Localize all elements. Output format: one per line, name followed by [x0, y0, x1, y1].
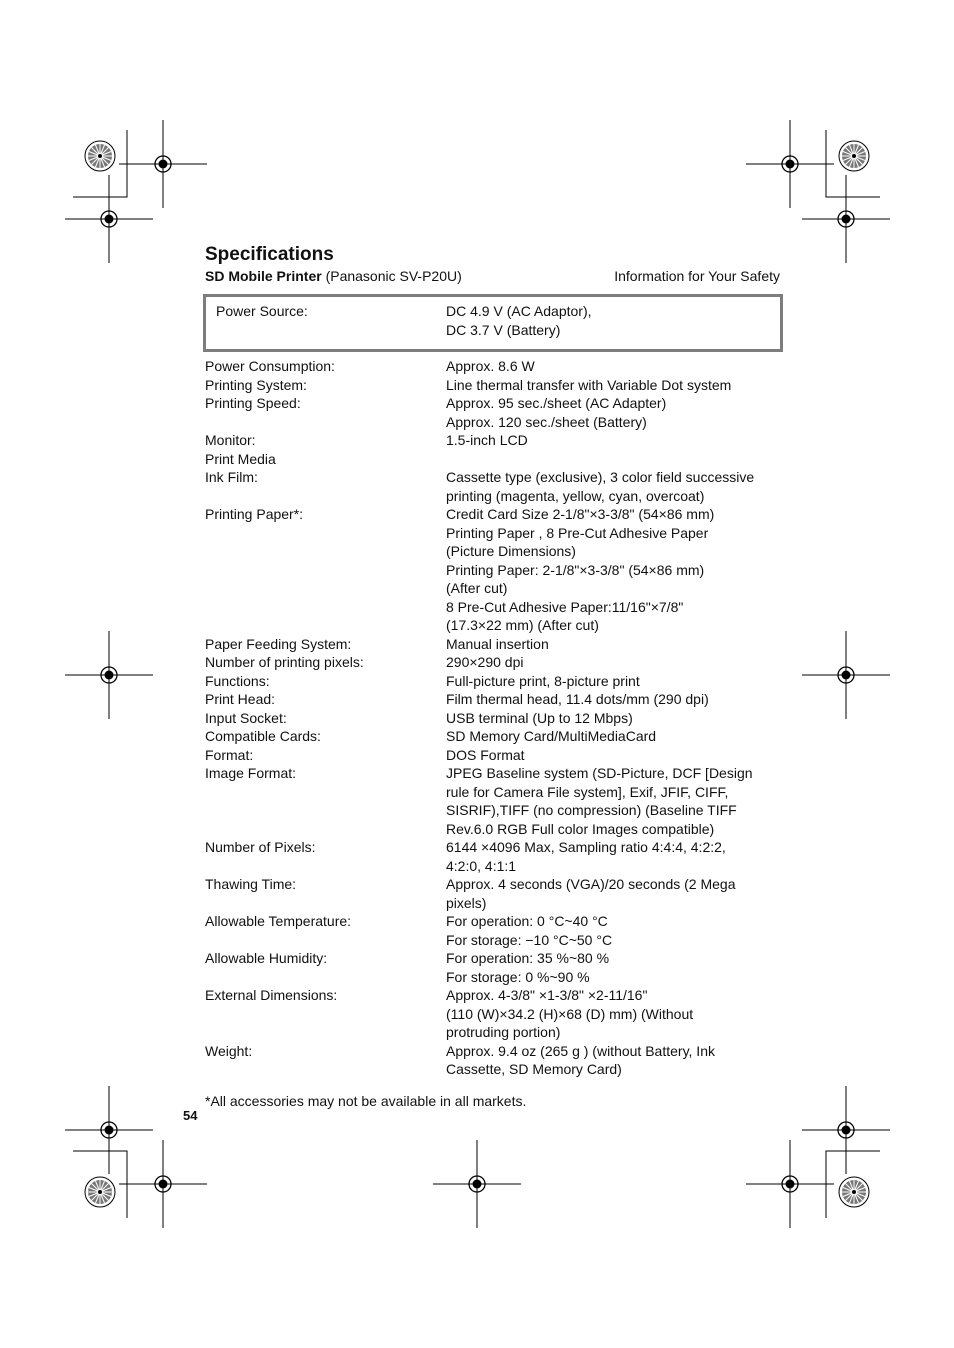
spec-label: Paper Feeding System:: [205, 635, 352, 652]
spec-label: Printing Speed:: [205, 395, 301, 411]
spec-label: Power Source:: [216, 303, 308, 319]
spec-label: Printing Paper*:: [205, 506, 304, 522]
crosshair-icon: [433, 1140, 521, 1228]
spec-value: [446, 746, 781, 765]
spec-value: [446, 302, 781, 339]
spec-value: [446, 468, 781, 505]
spec-label: Format:: [205, 746, 254, 763]
spec-value-line: DC 4.9 V (AC Adaptor),: [446, 303, 592, 319]
crosshair-icon: [802, 631, 890, 719]
spec-value-line: printing (magenta, yellow, cyan, overcoat): [446, 487, 705, 504]
spec-value-line: For storage: −10 °C~50 °C: [446, 931, 613, 948]
spec-value-line: (After cut): [446, 580, 508, 596]
spec-value: [446, 357, 781, 376]
section-label: Information for Your Safety: [614, 268, 780, 284]
spec-value: [446, 875, 781, 912]
spec-value-line: Rev.6.0 RGB Full color Images compatible): [446, 820, 715, 837]
crosshair-icon: [119, 1140, 207, 1228]
spec-value: [446, 653, 781, 672]
spec-value-line: Manual insertion: [446, 635, 549, 652]
spec-value: [446, 1042, 781, 1079]
spec-value-line: rule for Camera File system], Exif, JFIF, CIFF,: [446, 783, 729, 800]
spec-value-line: Approx. 95 sec./sheet (AC Adapter): [446, 395, 667, 411]
page-number: 54: [183, 1108, 198, 1123]
spec-value-line: SISRIF),TIFF (no compression) (Baseline TIFF: [446, 802, 737, 818]
spec-label: Number of Pixels:: [205, 839, 316, 855]
spec-value-line: Cassette type (exclusive), 3 color field successive: [446, 469, 755, 485]
spec-value-line: For storage: 0 %~90 %: [446, 968, 590, 985]
spec-value-line: USB terminal (Up to 12 Mbps): [446, 709, 633, 726]
spec-value-line: (110 (W)×34.2 (H)×68 (D) mm) (Without: [446, 1005, 694, 1022]
spec-value-line: [446, 450, 781, 469]
spec-value-line: SD Memory Card/MultiMediaCard: [446, 728, 657, 744]
spec-label: Printing System:: [205, 376, 307, 393]
product-model: (Panasonic SV-P20U): [321, 268, 462, 284]
product-name: SD Mobile Printer: [205, 268, 322, 284]
spec-value-line: JPEG Baseline system (SD-Picture, DCF [Design: [446, 765, 753, 781]
spec-value-line: DC 3.7 V (Battery): [446, 321, 561, 338]
spec-value-line: 6144 ×4096 Max, Sampling ratio 4:4:4, 4:2:2,: [446, 839, 726, 855]
spec-value-line: Printing Paper: 2-1/8"×3-3/8" (54×86 mm): [446, 561, 705, 578]
spec-value-line: 4:2:0, 4:1:1: [446, 857, 517, 874]
spec-value-line: Approx. 8.6 W: [446, 358, 535, 374]
crosshair-icon: [65, 175, 153, 263]
spec-value-line: Film thermal head, 11.4 dots/mm (290 dpi): [446, 691, 709, 707]
spec-label: External Dimensions:: [205, 987, 338, 1003]
spec-label: Compatible Cards:: [205, 728, 321, 744]
spec-value-line: Approx. 9.4 oz (265 g ) (without Battery, Ink: [446, 1042, 715, 1059]
spec-value-line: (17.3×22 mm) (After cut): [446, 617, 599, 633]
spec-label: Allowable Temperature:: [205, 913, 352, 929]
product-line: [205, 268, 462, 284]
spec-value-line: (Picture Dimensions): [446, 543, 576, 559]
spec-value-line: For operation: 35 %~80 %: [446, 950, 610, 966]
spec-value-line: Cassette, SD Memory Card): [446, 1061, 622, 1077]
spec-value-line: Full-picture print, 8-picture print: [446, 672, 640, 689]
spec-value-line: DOS Format: [446, 746, 525, 763]
spec-label: Print Head:: [205, 691, 276, 707]
spec-label: Image Format:: [205, 765, 297, 781]
spec-value: [446, 912, 781, 949]
spec-value: [446, 635, 781, 654]
spec-value: [446, 431, 781, 450]
page-title: Specifications: [205, 244, 334, 265]
spec-label: Weight:: [205, 1042, 253, 1059]
spec-value-line: pixels): [446, 894, 487, 911]
registration-rosette-icon: [85, 141, 115, 171]
spec-label: Print Media: [205, 450, 276, 467]
spec-label: Thawing Time:: [205, 876, 297, 892]
spec-value: [446, 394, 781, 431]
spec-label: Ink Film:: [205, 469, 258, 485]
spec-value: [446, 450, 781, 469]
spec-value: [446, 949, 781, 986]
spec-label: Power Consumption:: [205, 358, 335, 374]
spec-value-line: 290×290 dpi: [446, 654, 524, 670]
spec-value-line: Credit Card Size 2-1/8"×3-3/8" (54×86 mm): [446, 506, 715, 522]
crosshair-icon: [746, 120, 834, 208]
spec-value-line: Approx. 120 sec./sheet (Battery): [446, 413, 647, 430]
crosshair-icon: [802, 1086, 890, 1174]
spec-value-line: Approx. 4 seconds (VGA)/20 seconds (2 Mega: [446, 876, 736, 892]
spec-value: [446, 690, 781, 709]
spec-value-line: Approx. 4-3/8" ×1-3/8" ×2-11/16": [446, 987, 648, 1003]
spec-label: Monitor:: [205, 432, 256, 448]
spec-value: [446, 986, 781, 1042]
crosshair-icon: [746, 1140, 834, 1228]
spec-value-line: For operation: 0 °C~40 °C: [446, 913, 608, 929]
spec-value: [446, 838, 781, 875]
spec-label: Functions:: [205, 672, 270, 689]
spec-value: [446, 505, 781, 635]
crosshair-icon: [65, 631, 153, 719]
spec-value: [446, 672, 781, 691]
crosshair-icon: [119, 120, 207, 208]
spec-value-line: 8 Pre-Cut Adhesive Paper:11/16"×7/8": [446, 598, 684, 615]
crosshair-icon: [65, 1086, 153, 1174]
footnote: *All accessories may not be available in all markets.: [205, 1093, 527, 1109]
crosshair-icon: [802, 175, 890, 263]
spec-value-line: Printing Paper , 8 Pre-Cut Adhesive Paper: [446, 524, 709, 541]
spec-value: [446, 727, 781, 746]
spec-value: [446, 376, 781, 395]
spec-label: Allowable Humidity:: [205, 950, 328, 966]
spec-value: [446, 764, 781, 838]
registration-rosette-icon: [839, 141, 869, 171]
spec-value-line: 1.5-inch LCD: [446, 432, 528, 448]
spec-label: Number of printing pixels:: [205, 654, 364, 670]
spec-value-line: Line thermal transfer with Variable Dot system: [446, 376, 732, 393]
spec-label: Input Socket:: [205, 709, 287, 726]
registration-rosette-icon: [85, 1177, 115, 1207]
spec-value: [446, 709, 781, 728]
spec-value-line: protruding portion): [446, 1024, 561, 1040]
registration-rosette-icon: [839, 1177, 869, 1207]
